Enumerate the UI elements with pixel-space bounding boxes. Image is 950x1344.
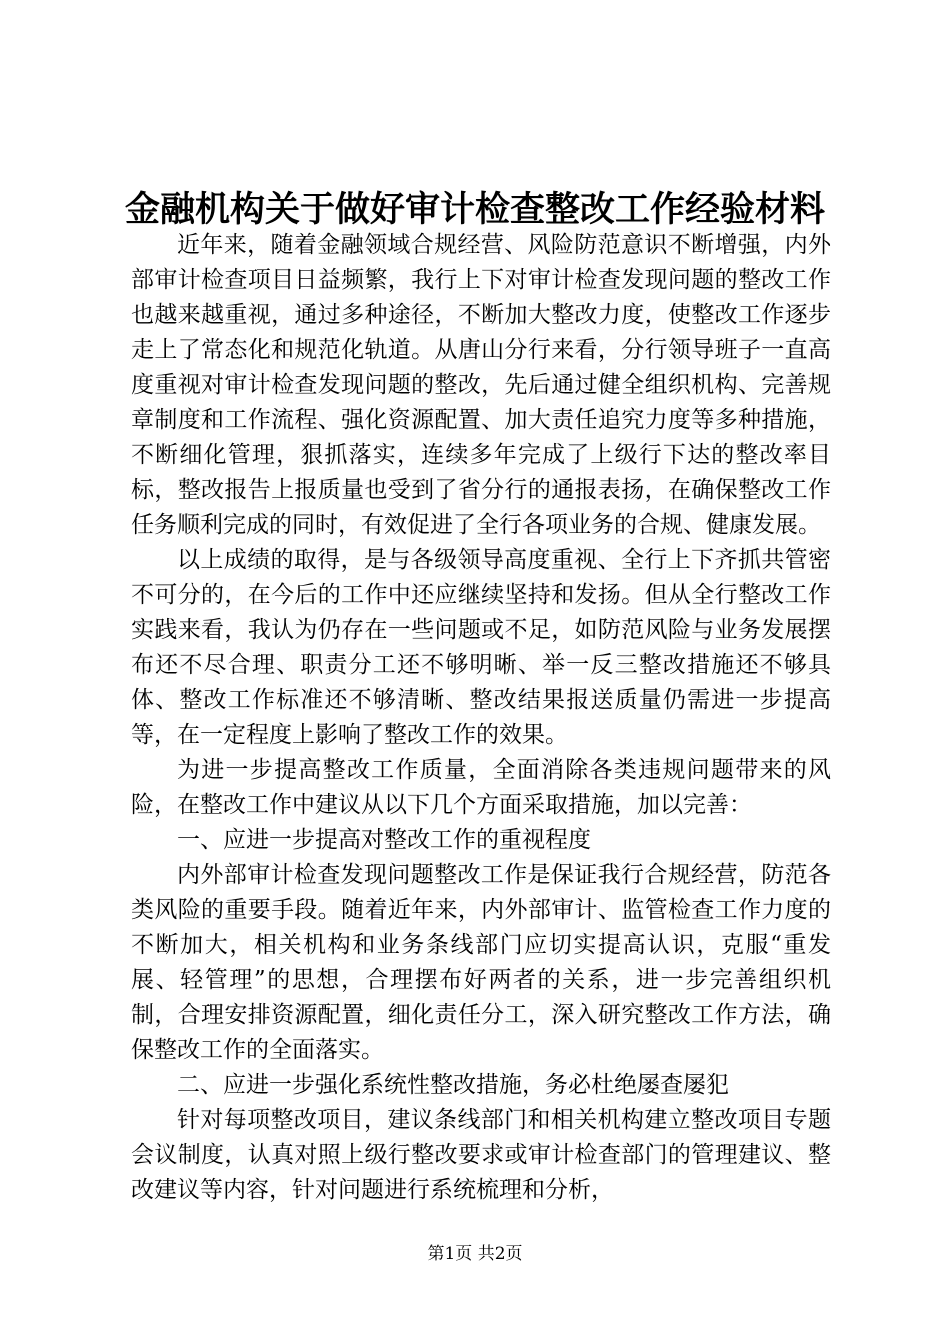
section-heading-1: 一、应进一步提高对整改工作的重视程度 <box>177 827 591 853</box>
paragraph-proposal: 为进一步提高整改工作质量，全面消除各类违规问题带来的风险，在整改工作中建议从以下几个方面采取措施，加以完善： <box>131 757 831 818</box>
paragraph-achievements: 以上成绩的取得，是与各级领导高度重视、全行上下齐抓共管密不可分的，在今后的工作中还应继续坚持和发扬。但从全行整改工作实践来看，我认为仍存在一些问题或不足，如防范风险与业务发展摆布还不尽合理、职责分工还不够明晰、举一反三整改措施还不够具体、整改工作标准还不够清晰、整改结果报送质量仍需进一步提高等，在一定程度上影响了整改工作的效果。 <box>131 547 831 748</box>
paragraph-section-2: 针对每项整改项目，建议条线部门和相关机构建立整改项目专题会议制度，认真对照上级行整改要求或审计检查部门的管理建议、整改建议等内容，针对问题进行系统梳理和分析， <box>131 1107 831 1203</box>
document-body <box>131 228 831 1208</box>
page-footer: 第1页 共2页 <box>427 1244 523 1264</box>
paragraph-intro: 近年来，随着金融领域合规经营、风险防范意识不断增强，内外部审计检查项目日益频繁，我行上下对审计检查发现问题的整改工作也越来越重视，通过多种途径，不断加大整改力度，使整改工作逐步走上了常态化和规范化轨道。从唐山分行来看，分行领导班子一直高度重视对审计检查发现问题的整改，先后通过健全组织机构、完善规章制度和工作流程、强化资源配置、加大责任追究力度等多种措施，不断细化管理，狠抓落实，连续多年完成了上级行下达的整改率目标，整改报告上报质量也受到了省分行的通报表扬，在确保整改工作任务顺利完成的同时，有效促进了全行各项业务的合规、健康发展。 <box>131 232 831 538</box>
paragraph-section-1: 内外部审计检查发现问题整改工作是保证我行合规经营，防范各类风险的重要手段。随着近年来，内外部审计、监管检查工作力度的不断加大，相关机构和业务条线部门应切实提高认识，克服“重发展、轻管理”的思想，合理摆布好两者的关系，进一步完善组织机制，合理安排资源配置，细化责任分工，深入研究整改工作方法，确保整改工作的全面落实。 <box>131 862 831 1063</box>
document-title: 金融机构关于做好审计检查整改工作经验材料 <box>124 189 825 230</box>
section-heading-2: 二、应进一步强化系统性整改措施，务必杜绝屡查屡犯 <box>177 1072 729 1098</box>
